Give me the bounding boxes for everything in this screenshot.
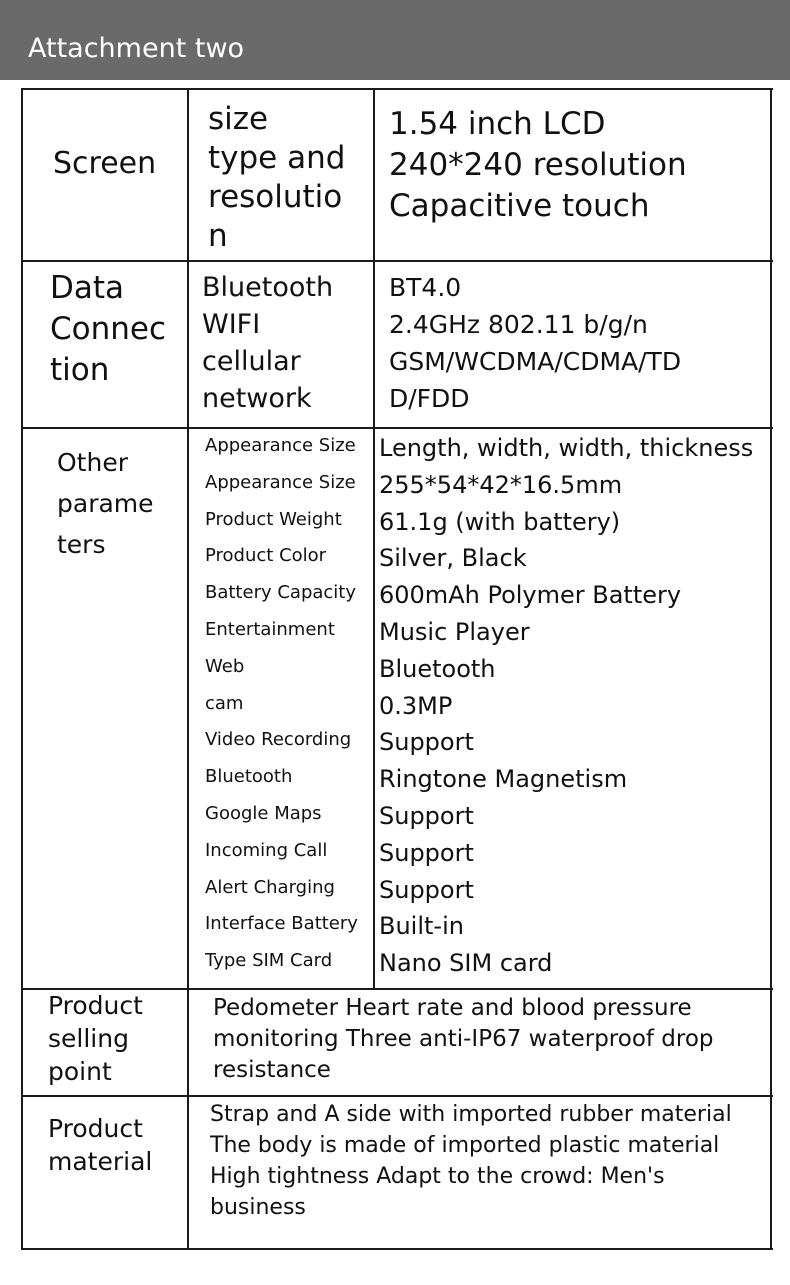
data-connection-label-line: tion (50, 352, 110, 388)
parameter-name: Entertainment (205, 618, 335, 640)
material-text (210, 1099, 732, 1223)
parameter-name: Appearance Size (205, 471, 356, 493)
other-parameters-label (57, 442, 154, 565)
parameter-name: Product Weight (205, 508, 342, 530)
selling-point-label-line: point (48, 1057, 112, 1086)
row-divider-2 (21, 427, 773, 429)
parameter-value: Ringtone Magnetism (379, 765, 628, 794)
row-divider-1 (21, 260, 773, 262)
screen-key-line: n (208, 218, 228, 254)
screen-value-line: 1.54 inch LCD (389, 106, 606, 142)
selling-point-text-line: Pedometer Heart rate and blood pressure (213, 995, 692, 1021)
selling-point-text-line: resistance (213, 1057, 331, 1083)
parameter-name: cam (205, 692, 244, 714)
parameter-name: Web (205, 655, 245, 677)
other-parameters-label-line: Other (57, 448, 128, 477)
parameter-names (205, 428, 358, 980)
parameter-value: 0.3MP (379, 691, 453, 720)
parameter-value: Length, width, width, thickness (379, 434, 754, 462)
parameter-value: 600mAh Polymer Battery (379, 581, 682, 610)
parameter-value: 61.1g (with battery) (379, 507, 621, 536)
screen-key-line: type and (208, 140, 346, 176)
parameter-value: Nano SIM card (379, 949, 553, 978)
page-title: Attachment two (28, 33, 245, 64)
data-connection-value-line: 2.4GHz 802.11 b/g/n (389, 310, 648, 339)
parameter-name: Alert Charging (205, 876, 335, 898)
parameter-name: Product Color (205, 545, 327, 567)
column-divider-1 (187, 88, 189, 1250)
screen-key-line: resolutio (208, 179, 343, 215)
selling-point-label-line: selling (48, 1024, 129, 1053)
data-connection-key (202, 269, 333, 417)
material-text-line: business (210, 1195, 306, 1220)
data-connection-value-line: GSM/WCDMA/CDMA/TD (389, 347, 682, 376)
data-connection-key-line: WIFI (202, 309, 261, 340)
data-connection-label-line: Data (50, 270, 125, 306)
selling-point-text (213, 993, 714, 1086)
material-text-line: The body is made of imported plastic material (210, 1133, 720, 1158)
parameter-value: Support (379, 875, 474, 904)
parameter-value: Built-in (379, 912, 464, 941)
screen-value-line: Capacitive touch (389, 188, 650, 224)
parameter-name: Incoming Call (205, 839, 328, 861)
parameter-value: Music Player (379, 617, 530, 646)
table-border-right (770, 88, 772, 1250)
parameter-value: Silver, Black (379, 544, 527, 573)
parameter-name: Bluetooth (205, 766, 293, 788)
other-parameters-label-line: ters (57, 530, 106, 559)
screen-key (208, 100, 345, 256)
table-border-bottom (21, 1248, 773, 1250)
parameter-value: 255*54*42*16.5mm (379, 470, 623, 499)
material-text-line: Strap and A side with imported rubber material (210, 1102, 732, 1127)
screen-label: Screen (53, 146, 157, 181)
data-connection-key-line: network (202, 383, 312, 414)
parameter-name: Interface Battery (205, 913, 358, 935)
data-connection-value-line: D/FDD (389, 384, 470, 413)
selling-point-label-line: Product (48, 991, 143, 1020)
parameter-name: Type SIM Card (205, 950, 333, 972)
table-border-top (21, 88, 773, 90)
material-label-line: material (48, 1147, 153, 1176)
material-text-line: High tightness Adapt to the crowd: Men's (210, 1164, 665, 1189)
parameter-values (379, 430, 753, 982)
data-connection-label (50, 268, 166, 391)
data-connection-value (389, 269, 681, 417)
data-connection-key-line: Bluetooth (202, 272, 334, 303)
screen-value-line: 240*240 resolution (389, 147, 687, 183)
parameter-value: Support (379, 728, 474, 757)
selling-point-text-line: monitoring Three anti-IP67 waterproof drop (213, 1026, 714, 1052)
parameter-name: Battery Capacity (205, 582, 357, 604)
parameter-name: Video Recording (205, 729, 352, 751)
selling-point-label (48, 989, 143, 1088)
header-bar (0, 0, 790, 80)
material-label (48, 1112, 152, 1178)
column-divider-2 (373, 88, 375, 990)
parameter-name: Appearance Size (205, 435, 356, 456)
data-connection-value-line: BT4.0 (389, 273, 462, 302)
parameter-value: Support (379, 838, 474, 867)
table-border-left (21, 88, 23, 1250)
data-connection-key-line: cellular (202, 346, 301, 377)
screen-value (389, 104, 687, 227)
material-label-line: Product (48, 1114, 143, 1143)
parameter-value: Bluetooth (379, 654, 496, 683)
parameter-name: Google Maps (205, 802, 322, 824)
data-connection-label-line: Connec (50, 311, 167, 347)
row-divider-4 (21, 1095, 773, 1097)
other-parameters-label-line: parame (57, 489, 154, 518)
parameter-value: Support (379, 801, 474, 830)
screen-key-line: size (208, 101, 269, 137)
